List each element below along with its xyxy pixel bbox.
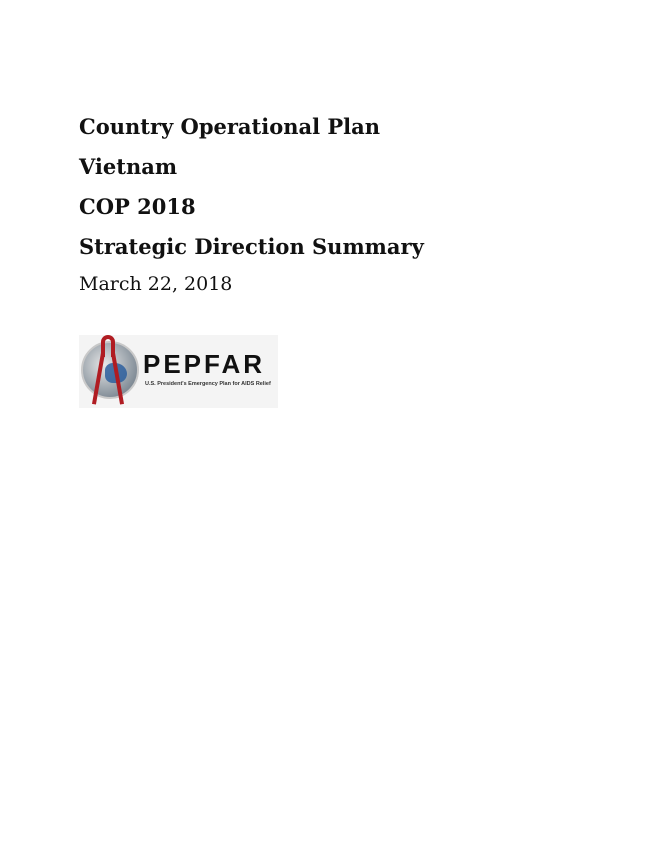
title-line-3: COP 2018 [79, 194, 196, 219]
title-line-4: Strategic Direction Summary [79, 234, 424, 259]
title-line-2: Vietnam [79, 154, 178, 179]
pepfar-logo [79, 335, 278, 408]
logo-wordmark: PEPFAR [143, 349, 266, 379]
logo-tagline: U.S. President's Emergency Plan for AIDS Relief [145, 381, 271, 387]
title-line-1: Country Operational Plan [79, 114, 381, 139]
document-date: March 22, 2018 [79, 273, 233, 295]
